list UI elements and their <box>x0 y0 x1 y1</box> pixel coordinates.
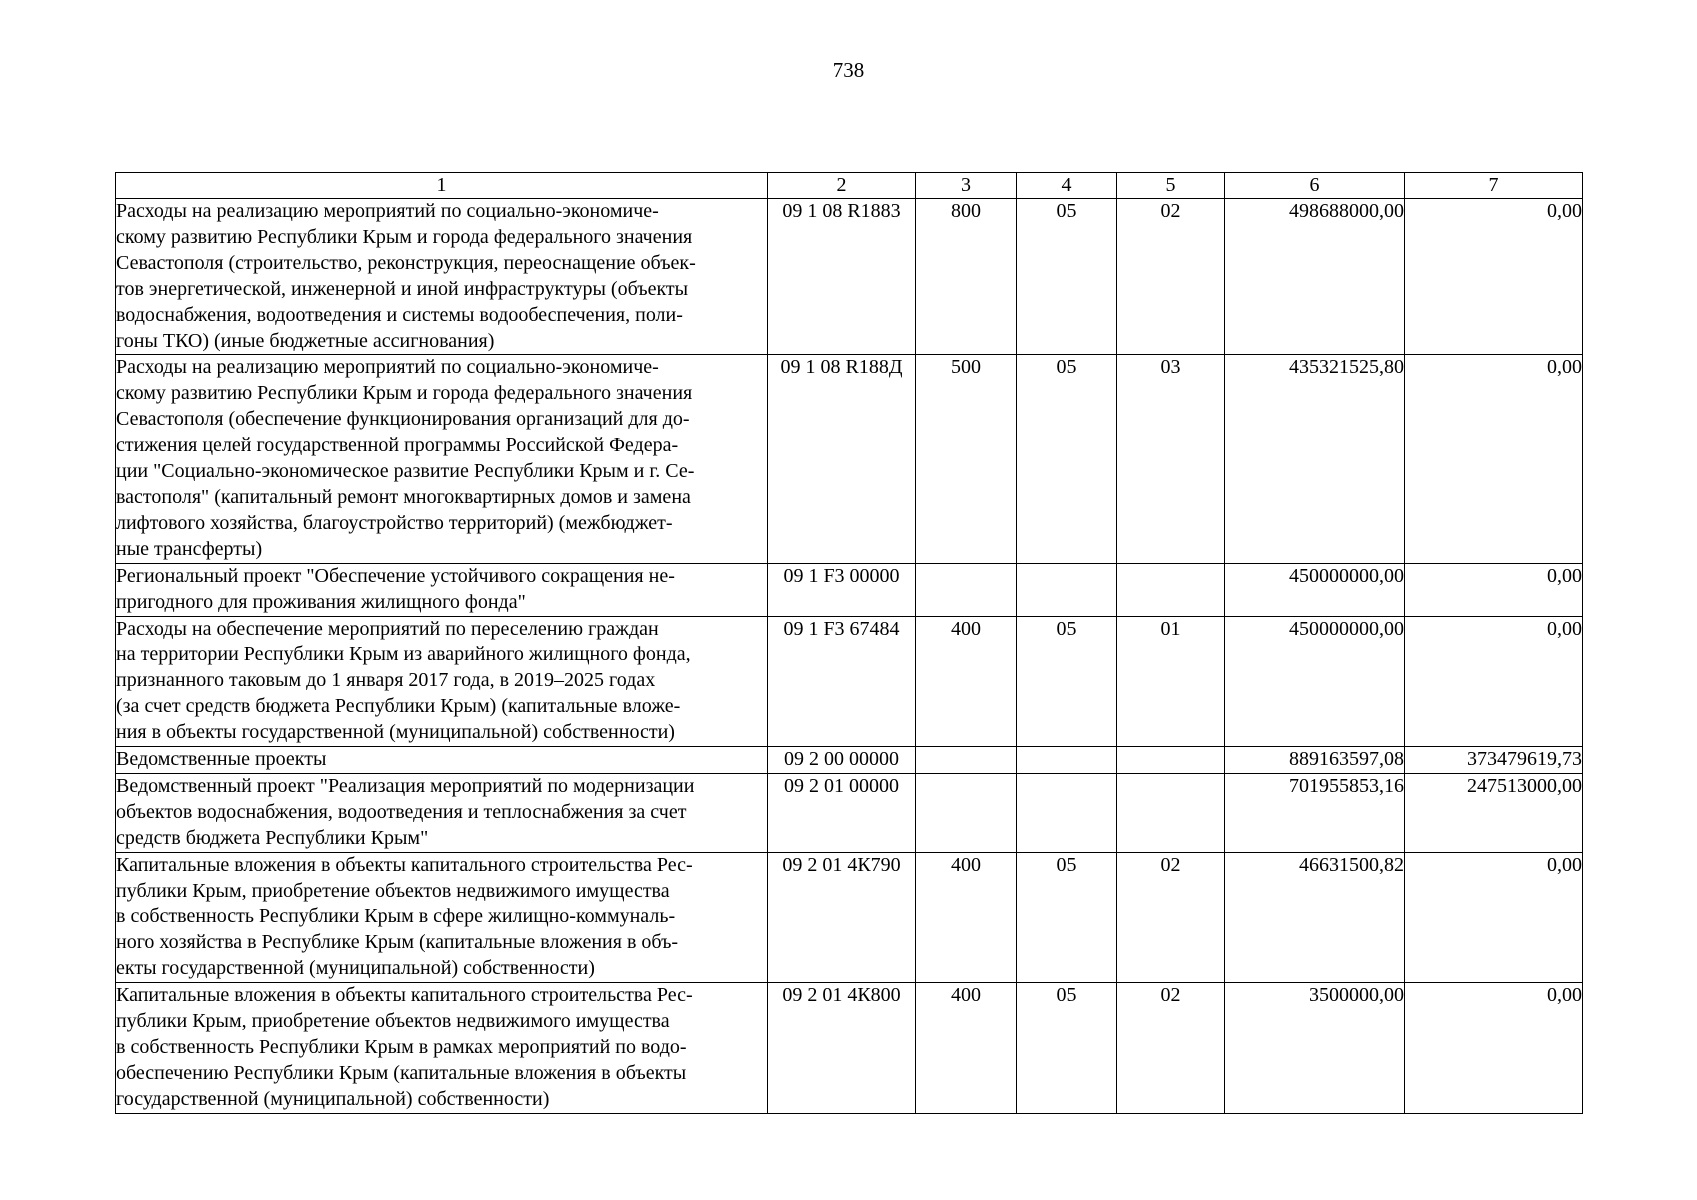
page-number: 738 <box>832 58 865 82</box>
row-amount-6: 450000000,00 <box>1225 616 1405 747</box>
row-expense-type: 400 <box>916 616 1017 747</box>
row-subsection <box>1117 563 1225 616</box>
budget-table <box>115 172 1583 1114</box>
row-expense-type <box>916 747 1017 774</box>
description-line: обеспечению Республики Крым (капитальные вложения в объекты <box>116 1061 687 1084</box>
row-subsection: 02 <box>1117 199 1225 355</box>
description-line: публики Крым, приобретение объектов недвижимого имущества <box>116 879 670 902</box>
row-description <box>116 199 768 355</box>
row-expense-type: 800 <box>916 199 1017 355</box>
description-line: ного хозяйства в Республике Крым (капитальные вложения в объ- <box>116 931 679 954</box>
row-amount-6: 435321525,80 <box>1225 355 1405 563</box>
table-row <box>116 616 1583 747</box>
row-amount-6: 450000000,00 <box>1225 563 1405 616</box>
description-line: Ведомственный проект "Реализация мероприятий по модернизации <box>116 774 695 797</box>
column-header: 3 <box>916 173 1017 199</box>
row-subsection: 01 <box>1117 616 1225 747</box>
row-subsection: 02 <box>1117 983 1225 1114</box>
row-description <box>116 747 768 774</box>
row-amount-7: 247513000,00 <box>1405 773 1583 852</box>
description-line: пригодного для проживания жилищного фонда" <box>116 590 526 613</box>
description-line: вастополя" (капитальный ремонт многоквартирных домов и замена <box>116 485 691 508</box>
description-line: Севастополя (строительство, реконструкция, переоснащение объек- <box>116 251 696 274</box>
description-line: Расходы на реализацию мероприятий по социально-экономиче- <box>116 200 659 222</box>
description-line: Расходы на обеспечение мероприятий по переселению граждан <box>116 617 659 640</box>
table-row <box>116 747 1583 774</box>
description-line: тов энергетической, инженерной и иной инфраструктуры (объекты <box>116 277 689 300</box>
header-row <box>116 173 1583 199</box>
description-line: скому развитию Республики Крым и города федерального значения <box>116 225 693 248</box>
description-line: водоснабжения, водоотведения и системы водообеспечения, поли- <box>116 303 683 326</box>
description-line: Расходы на реализацию мероприятий по социально-экономиче- <box>116 356 659 379</box>
description-line: публики Крым, приобретение объектов недвижимого имущества <box>116 1010 670 1033</box>
row-section: 05 <box>1017 355 1117 563</box>
description-line: государственной (муниципальной) собственности) <box>116 1087 550 1110</box>
row-subsection <box>1117 773 1225 852</box>
description-line: ции "Социально-экономическое развитие Республики Крым и г. Се- <box>116 460 695 483</box>
row-amount-7: 0,00 <box>1405 355 1583 563</box>
row-description <box>116 983 768 1114</box>
description-line: на территории Республики Крым из аварийного жилищного фонда, <box>116 643 691 666</box>
row-section <box>1017 747 1117 774</box>
column-header: 6 <box>1225 173 1405 199</box>
row-amount-7: 0,00 <box>1405 616 1583 747</box>
row-section: 05 <box>1017 983 1117 1114</box>
row-amount-7: 0,00 <box>1405 199 1583 355</box>
description-line: ния в объекты государственной (муниципальной) собственности) <box>116 721 675 744</box>
column-header: 2 <box>768 173 916 199</box>
row-description <box>116 563 768 616</box>
row-code: 09 1 08 R188Д <box>768 355 916 563</box>
row-section: 05 <box>1017 852 1117 983</box>
row-amount-7: 373479619,73 <box>1405 747 1583 774</box>
row-expense-type: 400 <box>916 983 1017 1114</box>
description-line: гоны ТКО) (иные бюджетные ассигнования) <box>116 329 495 352</box>
description-line: в собственность Республики Крым в сфере жилищно-коммуналь- <box>116 905 676 928</box>
description-line: Севастополя (обеспечение функционирования организаций для до- <box>116 408 690 431</box>
description-line: Ведомственные проекты <box>116 748 327 771</box>
description-line: екты государственной (муниципальной) собственности) <box>116 957 595 980</box>
column-header: 5 <box>1117 173 1225 199</box>
row-code: 09 2 01 4К800 <box>768 983 916 1114</box>
row-section: 05 <box>1017 616 1117 747</box>
description-line: средств бюджета Республики Крым" <box>116 826 429 849</box>
row-subsection: 02 <box>1117 852 1225 983</box>
row-section: 05 <box>1017 199 1117 355</box>
description-line: Капитальные вложения в объекты капитального строительства Рес- <box>116 853 693 876</box>
description-line: объектов водоснабжения, водоотведения и теплоснабжения за счет <box>116 800 687 823</box>
description-line: (за счет средств бюджета Республики Крым) (капитальные вложе- <box>116 695 681 718</box>
row-amount-6: 889163597,08 <box>1225 747 1405 774</box>
table-row <box>116 852 1583 983</box>
row-expense-type <box>916 563 1017 616</box>
table-row <box>116 199 1583 355</box>
description-line: скому развитию Республики Крым и города федерального значения <box>116 382 693 405</box>
row-section <box>1017 773 1117 852</box>
row-code: 09 2 01 00000 <box>768 773 916 852</box>
column-header: 4 <box>1017 173 1117 199</box>
table-row <box>116 563 1583 616</box>
row-amount-7: 0,00 <box>1405 983 1583 1114</box>
row-code: 09 1 08 R1883 <box>768 199 916 355</box>
description-line: Региональный проект "Обеспечение устойчивого сокращения не- <box>116 564 675 587</box>
row-amount-6: 498688000,00 <box>1225 199 1405 355</box>
description-line: в собственность Республики Крым в рамках мероприятий по водо- <box>116 1036 687 1058</box>
row-code: 09 2 00 00000 <box>768 747 916 774</box>
description-line: ные трансферты) <box>116 537 263 560</box>
row-code: 09 1 F3 00000 <box>768 563 916 616</box>
description-line: лифтового хозяйства, благоустройство территорий) (межбюджет- <box>116 511 673 534</box>
row-amount-6: 3500000,00 <box>1225 983 1405 1114</box>
row-amount-7: 0,00 <box>1405 852 1583 983</box>
table-row <box>116 773 1583 852</box>
row-description <box>116 355 768 563</box>
row-code: 09 2 01 4К790 <box>768 852 916 983</box>
row-expense-type <box>916 773 1017 852</box>
row-amount-7: 0,00 <box>1405 563 1583 616</box>
row-subsection: 03 <box>1117 355 1225 563</box>
description-line: Капитальные вложения в объекты капитального строительства Рес- <box>116 984 693 1007</box>
description-line: признанного таковым до 1 января 2017 года, в 2019–2025 годах <box>116 669 656 692</box>
column-header: 1 <box>116 173 768 199</box>
row-expense-type: 500 <box>916 355 1017 563</box>
row-description <box>116 773 768 852</box>
table-row <box>116 983 1583 1114</box>
row-amount-6: 46631500,82 <box>1225 852 1405 983</box>
row-subsection <box>1117 747 1225 774</box>
table-row <box>116 355 1583 563</box>
row-amount-6: 701955853,16 <box>1225 773 1405 852</box>
row-section <box>1017 563 1117 616</box>
row-code: 09 1 F3 67484 <box>768 616 916 747</box>
row-description <box>116 616 768 747</box>
column-header: 7 <box>1405 173 1583 199</box>
row-expense-type: 400 <box>916 852 1017 983</box>
row-description <box>116 852 768 983</box>
description-line: стижения целей государственной программы Российской Федера- <box>116 434 679 457</box>
